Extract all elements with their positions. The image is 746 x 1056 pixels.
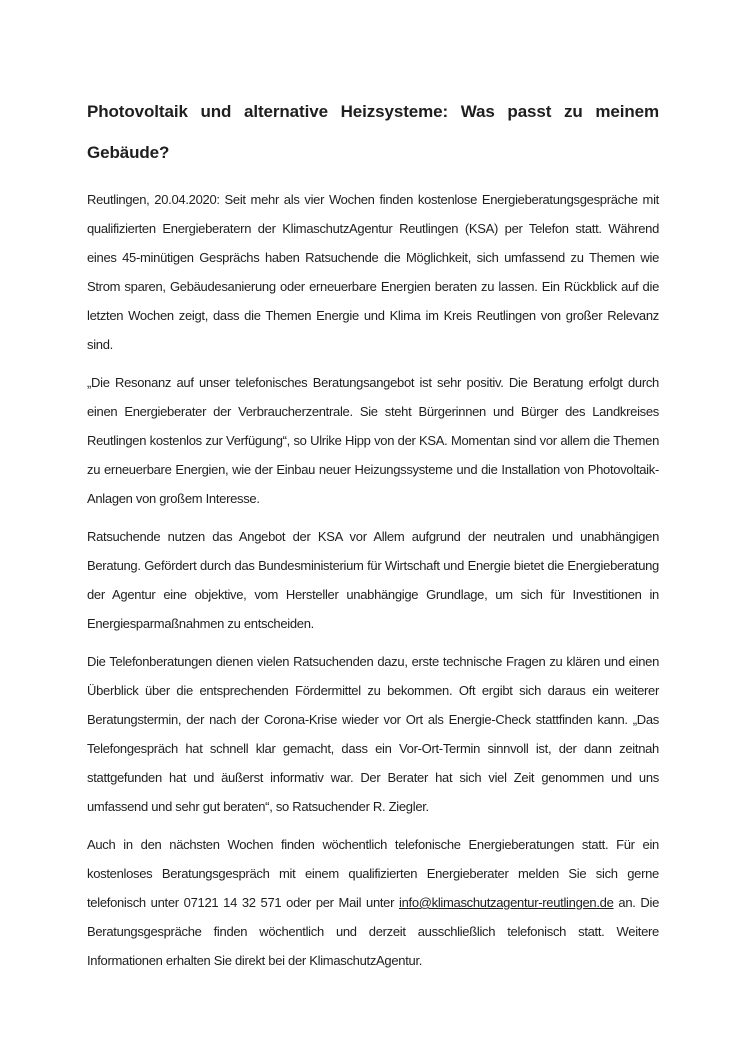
paragraph-quote-ziegler: Die Telefonberatungen dienen vielen Ratsuchenden dazu, erste technische Fragen zu klären und einen Überblick über die entsprechenden Fördermittel zu bekommen. Oft ergibt sich daraus ein weiterer Beratungstermin, der nach der Corona-Krise wieder vor Ort als Energie-Check stattfinden kann. „Das Telefongespräch hat schnell klar gemacht, dass ein Vor-Ort-Termin sinnvoll ist, der dann zeitnah stattgefunden hat und äußerst informativ war. Der Berater hat sich viel Zeit genommen und uns umfassend und sehr gut beraten“, so Ratsuchender R. Ziegler. [87, 654, 659, 814]
page-title: Photovoltaik und alternative Heizsysteme: Was passt zu meinem Gebäude? [87, 102, 659, 162]
contact-text-before: Auch in den nächsten Wochen finden wöchentlich telefonische Energieberatungen statt. Für ein kostenloses Beratungsgespräch mit einem qualifizierten Energieberater melden Sie sich gerne telefonisch unter 07121 14 32 571 oder per Mail unter [87, 837, 659, 910]
paragraph-intro: Reutlingen, 20.04.2020: Seit mehr als vier Wochen finden kostenlose Energieberatungsgespräche mit qualifizierten Energieberatern der KlimaschutzAgentur Reutlingen (KSA) per Telefon statt. Während eines 45-minütigen Gesprächs haben Ratsuchende die Möglichkeit, sich umfassend zu Themen wie Strom sparen, Gebäudesanierung oder erneuerbare Energien beraten zu lassen. Ein Rückblick auf die letzten Wochen zeigt, dass die Themen Energie und Klima im Kreis Reutlingen von großer Relevanz sind. [87, 192, 659, 352]
paragraph-funding: Ratsuchende nutzen das Angebot der KSA vor Allem aufgrund der neutralen und unabhängigen Beratung. Gefördert durch das Bundesministerium für Wirtschaft und Energie bietet die Energieberatung der Agentur eine objektive, vom Hersteller unabhängige Grundlage, um sich für Investitionen in Energiesparmaßnahmen zu entscheiden. [87, 529, 659, 631]
contact-text-after: an. Die Beratungsgespräche finden wöchentlich und derzeit ausschließlich telefonisch statt. Weitere Informationen erhalten Sie direkt bei der KlimaschutzAgentur. [87, 895, 659, 968]
paragraph-contact [87, 830, 659, 975]
paragraph-quote-hipp: „Die Resonanz auf unser telefonisches Beratungsangebot ist sehr positiv. Die Beratung erfolgt durch einen Energieberater der Verbraucherzentrale. Sie steht Bürgerinnen und Bürger des Landkreises Reutlingen kostenlos zur Verfügung“, so Ulrike Hipp von der KSA. Momentan sind vor allem die Themen zu erneuerbare Energien, wie der Einbau neuer Heizungssysteme und die Installation von Photovoltaik-Anlagen von großem Interesse. [87, 375, 659, 506]
email-link[interactable]: info@klimaschutzagentur-reutlingen.de [398, 895, 614, 910]
